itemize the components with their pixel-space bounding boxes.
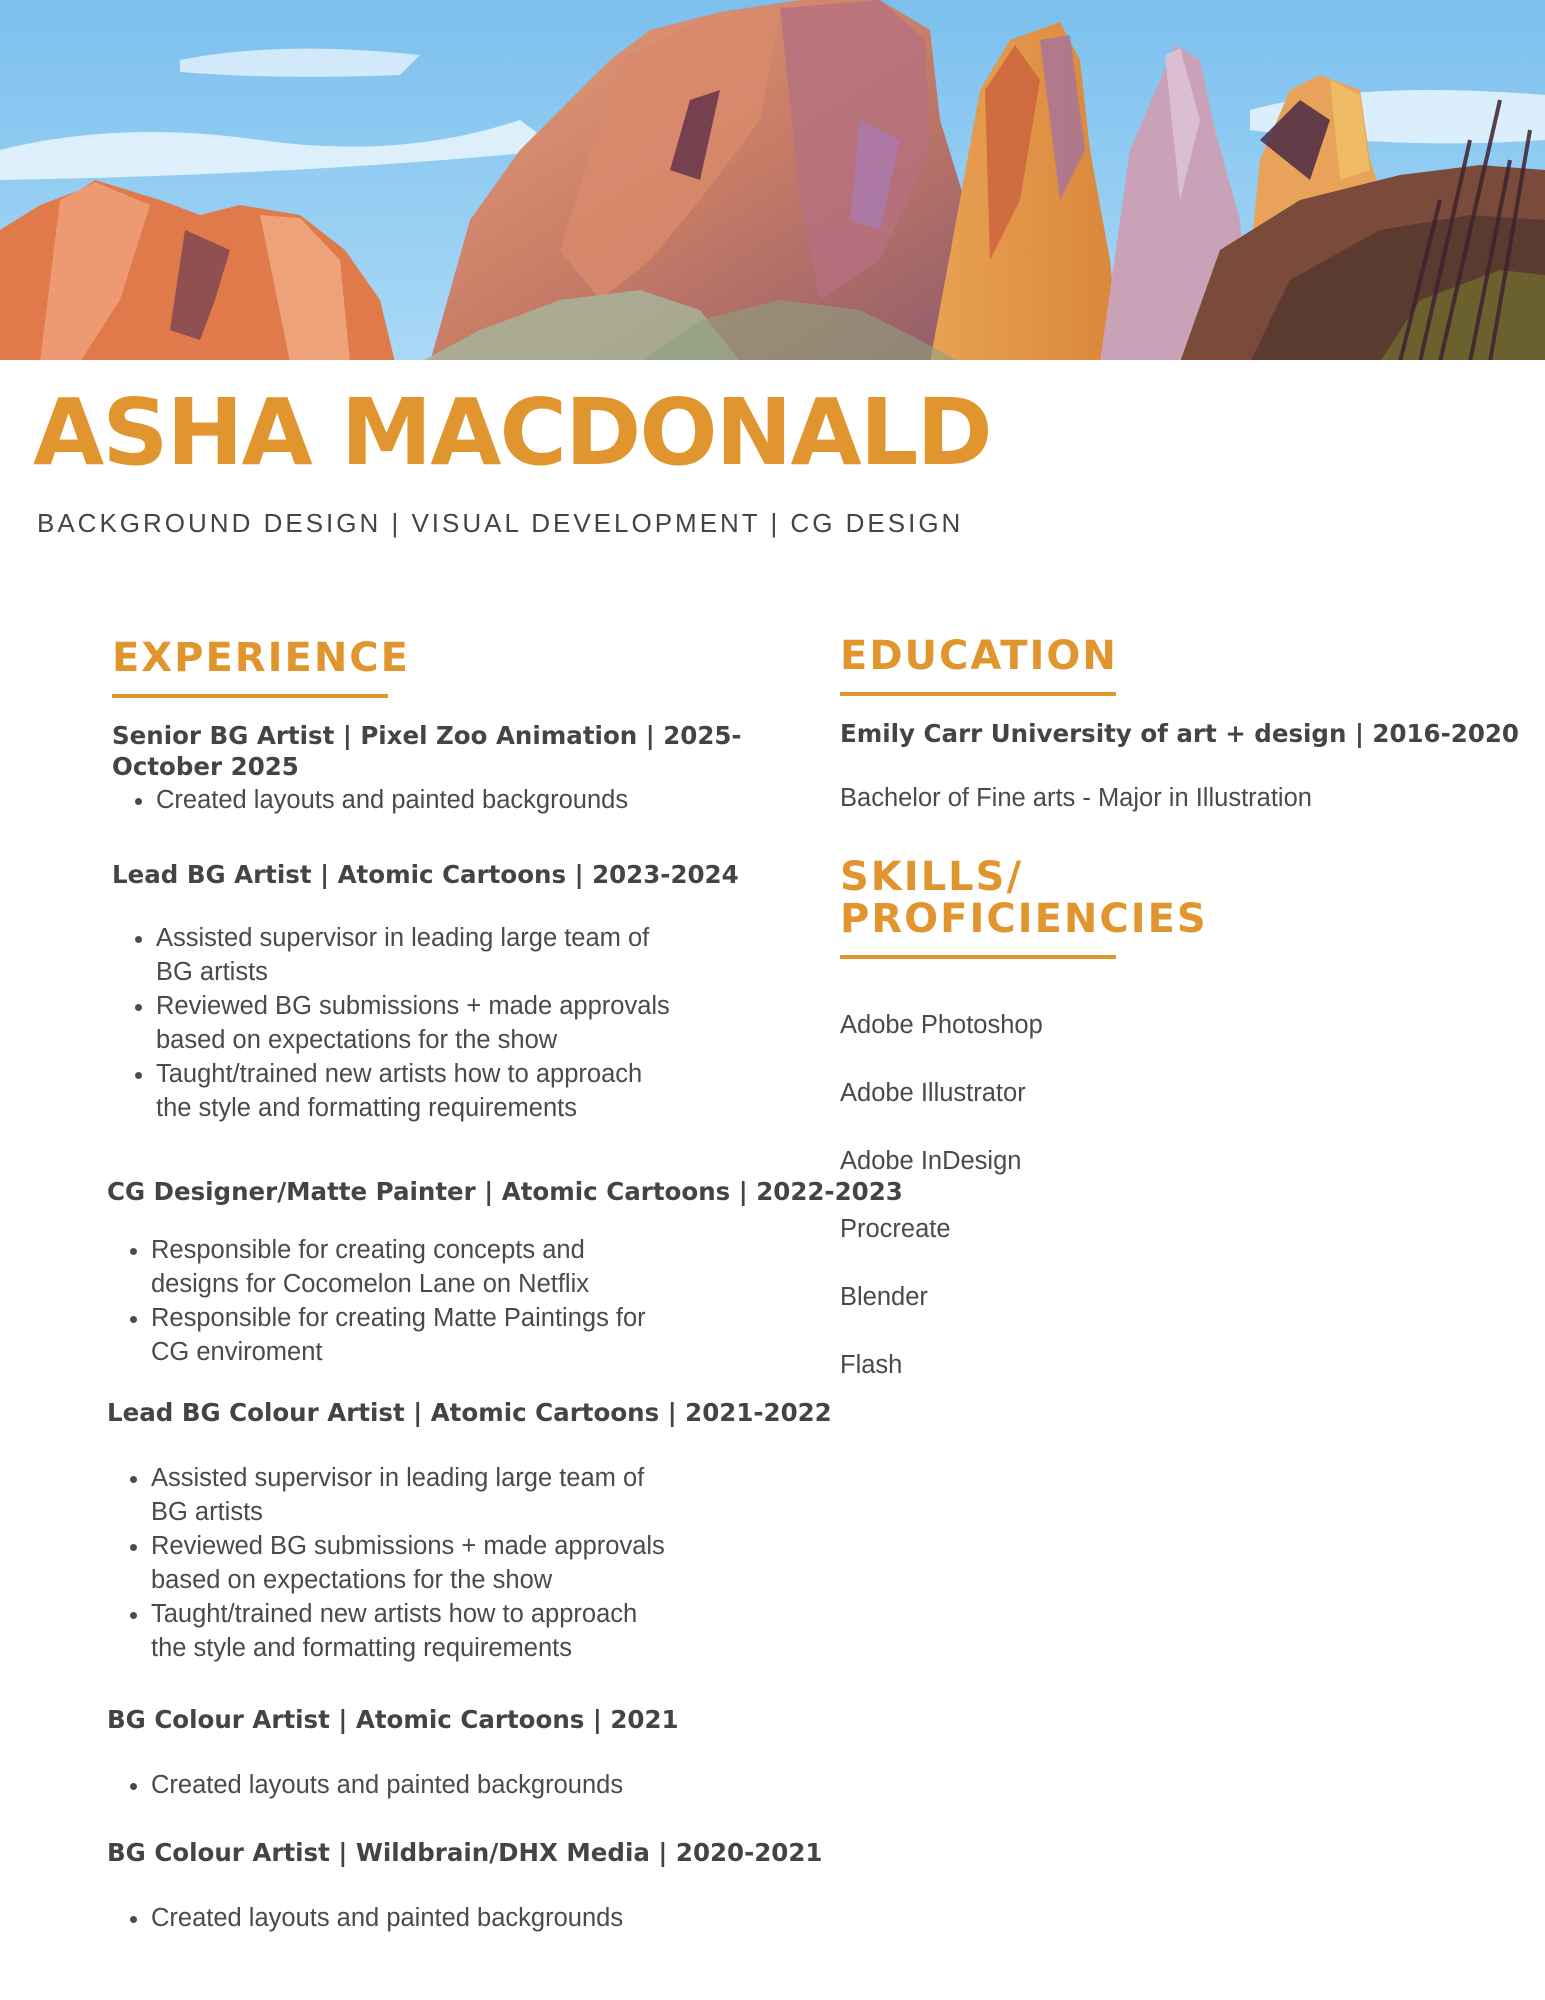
job-bullets: [112, 921, 676, 1125]
education-school: Emily Carr University of art + design | 2016-2020: [840, 719, 1519, 748]
skill-item: Adobe InDesign: [840, 1147, 1022, 1175]
job-bullets: [107, 1233, 671, 1369]
experience-divider: [112, 694, 388, 698]
job-bullets: [107, 1901, 771, 1935]
skills-heading-line2: PROFICIENCIES: [840, 896, 1208, 942]
skill-item: Adobe Photoshop: [840, 1011, 1043, 1039]
job-bullets: [107, 1768, 771, 1802]
list-item: • Created layouts and painted backgrounds: [151, 1768, 771, 1802]
list-item: • Responsible for creating concepts and designs for Cocomelon Lane on Netflix: [151, 1233, 671, 1301]
job-title: CG Designer/Matte Painter | Atomic Cartoons | 2022-2023: [107, 1177, 903, 1206]
list-item: • Assisted supervisor in leading large team of BG artists: [156, 921, 676, 989]
skill-item: Flash: [840, 1351, 903, 1379]
job-bullets: [107, 1461, 671, 1665]
job-title: BG Colour Artist | Wildbrain/DHX Media | 2020-2021: [107, 1838, 823, 1867]
education-divider: [840, 692, 1116, 696]
candidate-subtitle: BACKGROUND DESIGN | VISUAL DEVELOPMENT | CG DESIGN: [37, 508, 964, 538]
job-title: Lead BG Artist | Atomic Cartoons | 2023-2024: [112, 860, 739, 889]
list-item: • Reviewed BG submissions + made approvals based on expectations for the show: [156, 989, 676, 1057]
list-item: • Created layouts and painted backgrounds: [151, 1901, 771, 1935]
job-title: Lead BG Colour Artist | Atomic Cartoons | 2021-2022: [107, 1398, 832, 1427]
education-degree: Bachelor of Fine arts - Major in Illustration: [840, 784, 1312, 812]
list-item: • Created layouts and painted backgrounds: [156, 783, 776, 817]
list-item: • Responsible for creating Matte Paintings for CG enviroment: [151, 1301, 671, 1369]
skill-item: Adobe Illustrator: [840, 1079, 1026, 1107]
job-title: BG Colour Artist | Atomic Cartoons | 2021: [107, 1705, 679, 1734]
list-item: • Reviewed BG submissions + made approvals based on expectations for the show: [151, 1529, 671, 1597]
job-bullets: [112, 783, 776, 817]
experience-heading: EXPERIENCE: [112, 635, 410, 681]
candidate-name: ASHA MACDONALD: [33, 379, 991, 486]
skills-divider: [840, 955, 1116, 959]
job-title: Senior BG Artist | Pixel Zoo Animation | 2025- October 2025: [112, 721, 742, 781]
skill-item: Blender: [840, 1283, 928, 1311]
education-heading: EDUCATION: [840, 633, 1118, 679]
list-item: • Assisted supervisor in leading large team of BG artists: [151, 1461, 671, 1529]
skills-heading-line1: SKILLS/: [840, 854, 1024, 900]
list-item: • Taught/trained new artists how to approach the style and formatting requirements: [151, 1597, 671, 1665]
skill-item: Procreate: [840, 1215, 951, 1243]
list-item: • Taught/trained new artists how to approach the style and formatting requirements: [156, 1057, 676, 1125]
mountain-banner-illustration: [0, 0, 1545, 362]
skills-heading: [840, 856, 1208, 940]
